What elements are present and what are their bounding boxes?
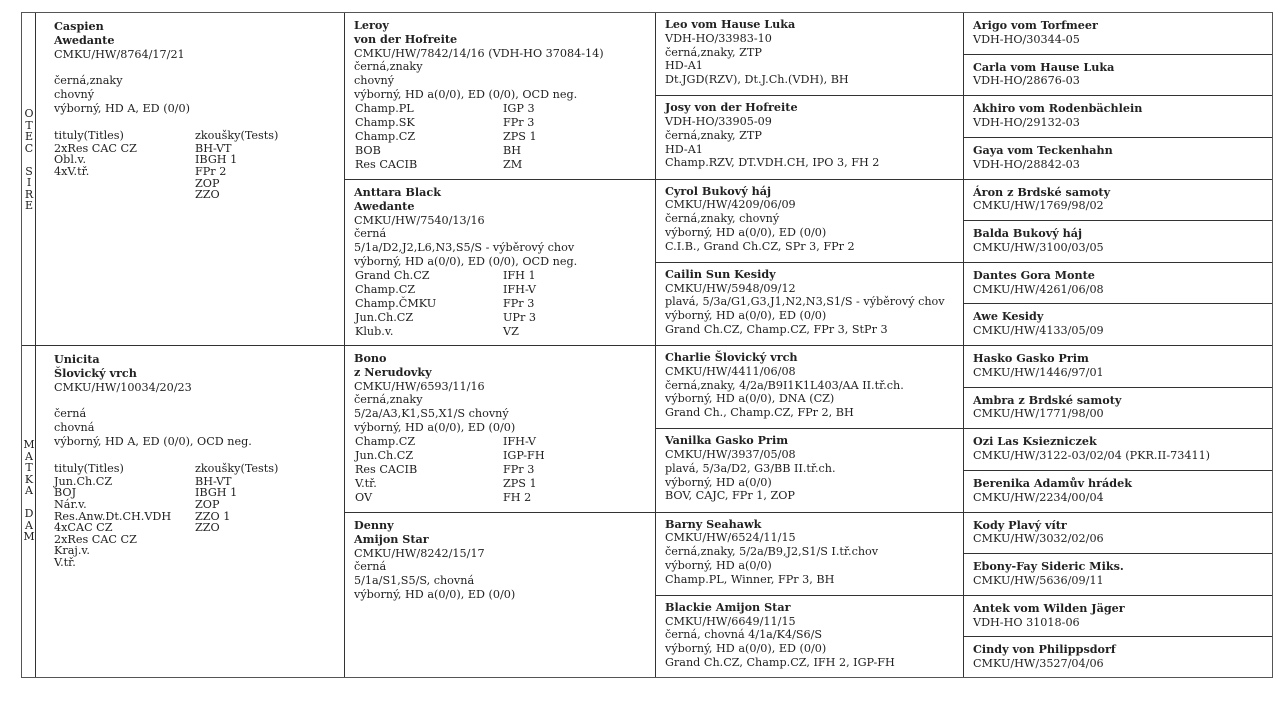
title-item: 4xV.tř. <box>54 164 90 178</box>
dog-registration: CMKU/HW/3032/02/06 <box>973 532 1104 546</box>
test-item: ZZO <box>195 521 220 535</box>
dog-name: Ozi Las Ksiezniczek <box>973 434 1097 449</box>
dog-name: Arigo vom Torfmeer <box>973 18 1098 32</box>
dog-name-1: Anttara Black <box>354 185 441 199</box>
dog-name: Barny Seahawk <box>665 516 762 531</box>
dog-name-2: Amijon Star <box>354 531 429 546</box>
ancestor-cell-gen3 <box>656 263 963 346</box>
dam-titles-tests <box>54 462 335 569</box>
ancestor-cell-gen4 <box>964 429 1272 471</box>
dog-detail: CMKU/HW/7842/14/16 (VDH-HO 37084-14) <box>354 46 604 60</box>
sire-name-1: Caspien <box>54 19 104 33</box>
test-item: ZPS 1 <box>503 476 537 490</box>
dog-name: Áron z Brdské samoty <box>973 184 1111 199</box>
ancestor-cell-gen4 <box>964 388 1272 430</box>
side-letter: A <box>25 518 33 532</box>
dog-registration: VDH-HO 31018-06 <box>973 615 1080 629</box>
dog-detail: CMKU/HW/3937/05/08 <box>665 448 796 462</box>
ancestor-cell-gen3 <box>656 96 963 179</box>
side-letter: E <box>24 199 34 212</box>
tests-list <box>503 269 646 339</box>
sire-label <box>22 108 36 212</box>
dog-registration: VDH-HO/28676-03 <box>973 74 1080 88</box>
side-letter: T <box>25 118 33 132</box>
dam-name-2: Šlovický vrch <box>54 365 137 380</box>
test-item: ZZO 1 <box>195 509 231 523</box>
ancestor-cell-gen4 <box>964 263 1272 305</box>
dog-detail: CMKU/HW/5948/09/12 <box>665 281 796 295</box>
side-letter: K <box>24 472 34 486</box>
dam-info <box>36 346 344 677</box>
sire-side <box>22 13 35 346</box>
dam-cell <box>36 346 344 677</box>
test-item: BH-VT <box>195 474 232 488</box>
title-item: Res CACIB <box>355 462 418 476</box>
side-label-column <box>22 13 36 677</box>
dog-detail: Champ.PL, Winner, FPr 3, BH <box>665 572 835 586</box>
dog-detail: CMKU/HW/6649/11/15 <box>665 614 796 628</box>
test-item: VZ <box>503 324 519 338</box>
dog-name: Berenika Adamův hrádek <box>973 475 1132 490</box>
dog-detail: Dt.JGD(RZV), Dt.J.Ch.(VDH), BH <box>665 73 849 87</box>
title-item: Nár.v. <box>54 497 87 511</box>
dam-color: černá <box>54 407 87 421</box>
side-letter: M <box>23 530 35 543</box>
titles-list <box>355 269 503 339</box>
ancestor-cell-gen4 <box>964 55 1272 97</box>
dog-registration: CMKU/HW/3527/04/06 <box>973 657 1104 671</box>
test-item: FPr 3 <box>503 462 535 476</box>
side-letter: T <box>25 461 33 474</box>
dog-detail: chovný <box>354 74 395 88</box>
title-item: 4xCAC CZ <box>54 521 113 535</box>
ancestor-cell-gen4 <box>964 637 1272 679</box>
test-item: IFH 1 <box>503 268 536 282</box>
ancestor-cell-gen3 <box>656 346 963 429</box>
sire-breeding: chovný <box>54 88 95 102</box>
ancestor-cell-gen4 <box>964 513 1272 555</box>
dog-name: Blackie Amijon Star <box>665 599 791 614</box>
tests-list <box>503 102 646 172</box>
side-letter: A <box>25 449 33 463</box>
title-item: BOB <box>355 143 381 157</box>
ancestor-cell-gen3 <box>656 596 963 679</box>
generation-3 <box>656 13 964 677</box>
ancestor-cell-gen4 <box>964 138 1272 180</box>
dog-detail: 5/2a/A3,K1,S5,X1/S chovný <box>354 407 509 421</box>
title-item: Jun.Ch.CZ <box>54 474 113 488</box>
dog-detail: černá, chovná 4/1a/K4/S6/S <box>665 628 823 642</box>
titles-list <box>355 102 503 172</box>
dog-detail: výborný, HD a(0/0), ED (0/0) <box>665 642 827 656</box>
dog-detail: výborný, HD a(0/0), DNA (CZ) <box>665 392 835 406</box>
title-item: Champ.ČMKU <box>355 296 437 310</box>
dog-detail: CMKU/HW/4209/06/09 <box>665 198 796 212</box>
dog-detail: CMKU/HW/8242/15/17 <box>354 546 485 560</box>
dog-detail: Grand Ch.CZ, Champ.CZ, IFH 2, IGP-FH <box>665 655 895 669</box>
ancestor-cell-gen4 <box>964 13 1272 55</box>
pedigree-table <box>21 12 1273 678</box>
title-item: OV <box>355 490 373 504</box>
title-item: Champ.PL <box>355 101 414 115</box>
dog-name: Antek vom Wilden Jäger <box>973 600 1125 615</box>
title-item: Jun.Ch.CZ <box>355 448 414 462</box>
title-item: Champ.SK <box>355 115 415 129</box>
dog-registration: CMKU/HW/4133/05/09 <box>973 324 1104 338</box>
ancestor-cell-gen3 <box>656 180 963 263</box>
ancestor-cell-gen4 <box>964 471 1272 513</box>
ancestor-cell-gen4 <box>964 96 1272 138</box>
test-item: BH-VT <box>195 141 232 155</box>
dog-registration: CMKU/HW/5636/09/11 <box>973 573 1104 587</box>
dog-detail: výborný, HD a(0/0), ED (0/0), OCD neg. <box>354 254 578 268</box>
dog-name: Josy von der Hofreite <box>665 100 798 115</box>
tests-list <box>503 435 646 505</box>
ancestor-cell-gen4 <box>964 554 1272 596</box>
ancestor-cell-gen2 <box>345 346 655 513</box>
dog-name: Dantes Gora Monte <box>973 267 1095 282</box>
ancestor-cell-gen4 <box>964 180 1272 222</box>
dog-name: Kody Plavý vítr <box>973 517 1067 532</box>
dog-detail: výborný, HD a(0/0), ED (0/0), OCD neg. <box>354 87 578 101</box>
title-item: 2xRes CAC CZ <box>54 141 137 155</box>
test-item: ZOP <box>195 176 220 190</box>
dog-name: Ambra z Brdské samoty <box>973 392 1122 407</box>
titles-tests <box>354 102 646 172</box>
dog-detail: 5/1a/S1,S5/S, chovná <box>354 574 475 588</box>
dog-detail: výborný, HD a(0/0), ED (0/0) <box>354 587 516 601</box>
dog-name-1: Denny <box>354 518 394 532</box>
dog-name: Ebony-Fay Sideric Miks. <box>973 559 1124 574</box>
side-letter: S <box>25 164 33 178</box>
titles-tests <box>354 435 646 505</box>
side-letter: E <box>24 130 34 143</box>
dog-detail: Grand Ch., Champ.CZ, FPr 2, BH <box>665 406 854 420</box>
dog-detail: CMKU/HW/7540/13/16 <box>354 213 485 227</box>
title-item: Kraj.v. <box>54 544 90 558</box>
dam-health: výborný, HD A, ED (0/0), OCD neg. <box>54 434 252 448</box>
dog-name-2: z Nerudovky <box>354 364 432 379</box>
sire-info <box>36 13 344 345</box>
side-letter: R <box>24 187 34 201</box>
dog-name: Hasko Gasko Prim <box>973 351 1089 365</box>
sire-health: výborný, HD A, ED (0/0) <box>54 101 190 115</box>
ancestor-cell-gen2 <box>345 180 655 346</box>
dog-detail: 5/1a/D2,J2,L6,N3,S5/S - výběrový chov <box>354 241 575 255</box>
dog-detail: VDH-HO/33905-09 <box>665 115 772 129</box>
test-item: BH <box>503 143 521 157</box>
dog-name: Awe Kesidy <box>973 309 1044 324</box>
dog-detail: C.I.B., Grand Ch.CZ, SPr 3, FPr 2 <box>665 239 855 253</box>
dog-name: Cindy von Philippsdorf <box>973 642 1116 657</box>
dog-detail: výborný, HD a(0/0), ED (0/0) <box>665 309 827 323</box>
test-item: ZZO <box>195 188 220 202</box>
dog-detail: CMKU/HW/6593/11/16 <box>354 379 485 393</box>
dam-registration: CMKU/HW/10034/20/23 <box>54 380 192 394</box>
generation-2 <box>345 13 656 677</box>
test-item: FH 2 <box>503 490 532 504</box>
ancestor-cell-gen4 <box>964 346 1272 388</box>
dog-registration: CMKU/HW/1771/98/00 <box>973 407 1104 421</box>
dog-name: Cyrol Bukový háj <box>665 183 772 198</box>
dog-detail: černá,znaky, ZTP <box>665 45 762 59</box>
dog-detail: Grand Ch.CZ, Champ.CZ, FPr 3, StPr 3 <box>665 322 888 336</box>
test-item: ZM <box>503 157 523 171</box>
dog-name: Gaya vom Teckenhahn <box>973 142 1113 157</box>
dog-registration: CMKU/HW/3100/03/05 <box>973 240 1104 254</box>
title-item: Res CACIB <box>355 157 418 171</box>
ancestor-cell-gen2 <box>345 13 655 180</box>
dog-name: Balda Bukový háj <box>973 226 1083 241</box>
dam-breeding: chovná <box>54 421 95 435</box>
title-item: Champ.CZ <box>355 282 416 296</box>
dog-detail: černá <box>354 227 387 241</box>
dog-detail: černá,znaky, 4/2a/B9I1K1L403/AA II.tř.ch. <box>665 378 904 392</box>
dog-name: Akhiro vom Rodenbächlein <box>973 101 1143 116</box>
dog-detail: černá,znaky, 5/2a/B9,J2,S1/S I.tř.chov <box>665 545 879 559</box>
dog-name: Leo vom Hause Luka <box>665 17 796 31</box>
dog-name: Cailin Sun Kesidy <box>665 266 776 281</box>
dam-label <box>22 439 36 543</box>
test-item: FPr 3 <box>503 296 535 310</box>
dog-detail: HD-A1 <box>665 59 703 73</box>
ancestor-cell-gen3 <box>656 429 963 512</box>
sire-registration: CMKU/HW/8764/17/21 <box>54 47 185 61</box>
dog-detail: výborný, HD a(0/0), ED (0/0) <box>665 225 827 239</box>
title-item: V.tř. <box>54 555 76 569</box>
dog-name: Vanilka Gasko Prim <box>665 433 789 448</box>
test-item: IGP 3 <box>503 101 535 115</box>
dog-name: Carla vom Hause Luka <box>973 59 1115 74</box>
dog-detail: BOV, CAJC, FPr 1, ZOP <box>665 489 795 503</box>
title-item: Jun.Ch.CZ <box>355 310 414 324</box>
dog-detail: Champ.RZV, DT.VDH.CH, IPO 3, FH 2 <box>665 156 880 170</box>
side-letter: D <box>24 507 34 520</box>
dog-registration: CMKU/HW/4261/06/08 <box>973 282 1104 296</box>
dog-detail: CMKU/HW/4411/06/08 <box>665 364 796 378</box>
test-item: ZOP <box>195 497 220 511</box>
test-item: IFH-V <box>503 434 536 448</box>
dog-registration: CMKU/HW/1446/97/01 <box>973 365 1104 379</box>
dog-detail: VDH-HO/33983-10 <box>665 31 772 45</box>
sire-cell <box>36 13 344 346</box>
dog-detail: černá <box>354 560 387 574</box>
dog-detail: výborný, HD a(0/0) <box>665 558 772 572</box>
title-item: Champ.CZ <box>355 434 416 448</box>
dog-registration: CMKU/HW/2234/00/04 <box>973 490 1104 504</box>
title-item: Grand Ch.CZ <box>355 268 430 282</box>
ancestor-cell-gen3 <box>656 513 963 596</box>
dog-registration: VDH-HO/29132-03 <box>973 116 1080 130</box>
side-letter: I <box>26 176 32 189</box>
dog-registration: VDH-HO/28842-03 <box>973 157 1080 171</box>
test-item: FPr 2 <box>195 164 227 178</box>
dog-name-1: Bono <box>354 351 387 365</box>
side-letter: M <box>23 438 35 451</box>
side-letter: A <box>25 484 33 497</box>
side-letter <box>22 154 36 166</box>
dog-registration: VDH-HO/30344-05 <box>973 32 1080 46</box>
dog-detail: HD-A1 <box>665 142 703 156</box>
test-item: ZPS 1 <box>503 129 537 143</box>
dam-name-1: Unicita <box>54 352 100 366</box>
test-item: UPr 3 <box>503 310 536 324</box>
dog-detail: CMKU/HW/6524/11/15 <box>665 531 796 545</box>
test-item: FPr 3 <box>503 115 535 129</box>
dog-detail: černá,znaky <box>354 60 423 74</box>
dog-name: Charlie Šlovický vrch <box>665 350 798 364</box>
title-item: BOJ <box>54 486 77 500</box>
side-letter: C <box>24 141 34 155</box>
dog-name-1: Leroy <box>354 18 389 32</box>
dog-detail: plavá, 5/3a/G1,G3,J1,N2,N3,S1/S - výběrový chov <box>665 295 945 309</box>
dog-detail: černá,znaky <box>354 393 423 407</box>
dog-registration: CMKU/HW/1769/98/02 <box>973 199 1104 213</box>
dog-detail: výborný, HD a(0/0) <box>665 475 772 489</box>
titles-tests <box>354 269 646 339</box>
ancestor-cell-gen2 <box>345 513 655 679</box>
title-item: Obl.v. <box>54 153 87 167</box>
dog-detail: plavá, 5/3a/D2, G3/BB II.tř.ch. <box>665 461 836 475</box>
dog-detail: černá,znaky, ZTP <box>665 128 762 142</box>
dog-detail: výborný, HD a(0/0), ED (0/0) <box>354 420 516 434</box>
title-item: Res.Anw.Dt.CH.VDH <box>54 509 172 523</box>
generation-1 <box>36 13 345 677</box>
dog-detail: černá,znaky, chovný <box>665 212 780 226</box>
dog-name-2: von der Hofreite <box>354 31 458 46</box>
test-item: IBGH 1 <box>195 486 238 500</box>
titles-list <box>355 435 503 505</box>
dog-name-2: Awedante <box>354 198 415 213</box>
tests-header: zkoušky(Tests) <box>195 461 279 475</box>
titles-header: tituly(Titles) <box>54 461 124 475</box>
test-item: IGP-FH <box>503 448 545 462</box>
tests-header: zkoušky(Tests) <box>195 128 279 142</box>
sire-name-2: Awedante <box>54 32 115 47</box>
dam-side <box>22 346 35 677</box>
sire-color: černá,znaky <box>54 74 123 88</box>
title-item: Klub.v. <box>355 324 394 338</box>
generation-4 <box>964 13 1272 677</box>
title-item: 2xRes CAC CZ <box>54 532 137 546</box>
test-item: IFH-V <box>503 282 536 296</box>
test-item: IBGH 1 <box>195 153 238 167</box>
dog-registration: CMKU/HW/3122-03/02/04 (PKR.II-73411) <box>973 449 1211 463</box>
title-item: V.tř. <box>355 476 377 490</box>
sire-titles-tests <box>54 129 335 201</box>
side-letter: O <box>24 107 34 120</box>
ancestor-cell-gen3 <box>656 13 963 96</box>
ancestor-cell-gen4 <box>964 304 1272 346</box>
ancestor-cell-gen4 <box>964 596 1272 638</box>
ancestor-cell-gen4 <box>964 221 1272 263</box>
titles-header: tituly(Titles) <box>54 128 124 142</box>
title-item: Champ.CZ <box>355 129 416 143</box>
